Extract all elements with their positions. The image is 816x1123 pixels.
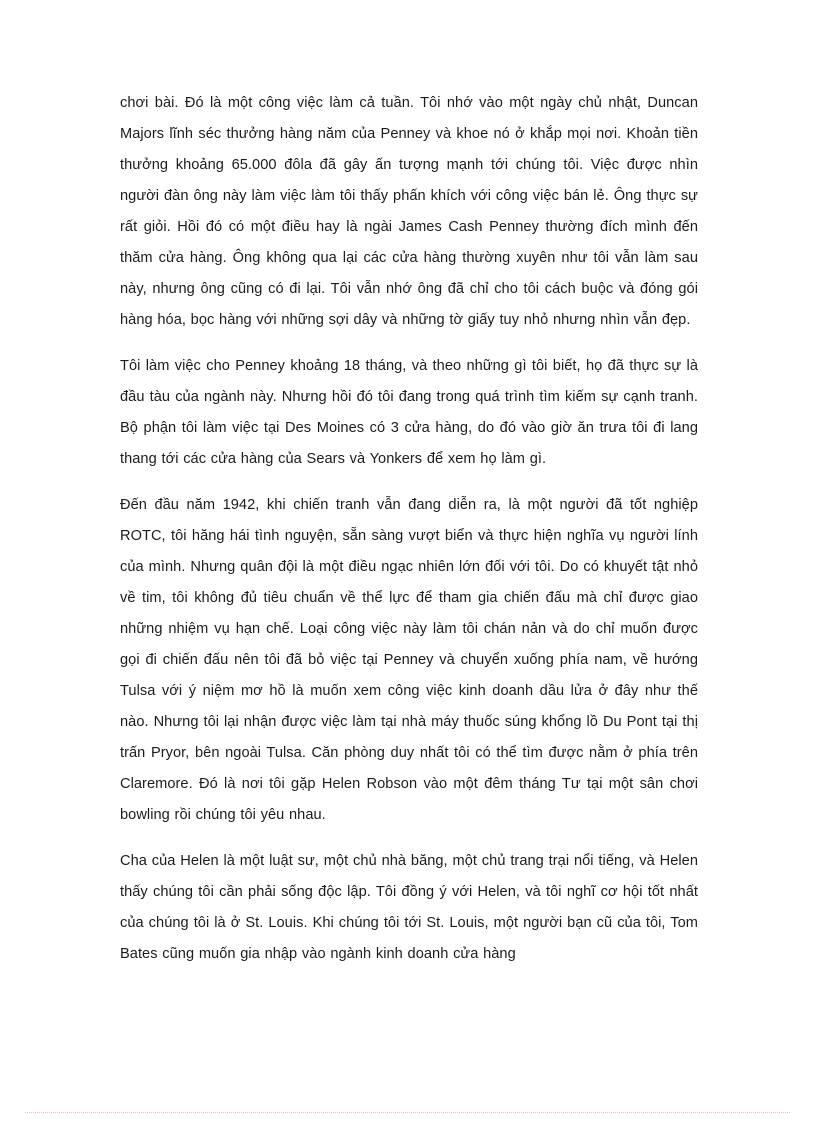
- body-paragraph-1: chơi bài. Đó là một công việc làm cả tuần. Tôi nhớ vào một ngày chủ nhật, Duncan Majors lĩnh séc thưởng hàng năm của Penney và khoe nó ở khắp mọi nơi. Khoản tiền thưởng khoảng 65.000 đôla đã gây ấn tượng mạnh tới chúng tôi. Việc được nhìn người đàn ông này làm việc làm tôi thấy phấn khích với công việc bán lẻ. Ông thực sự rất giỏi. Hồi đó có một điều hay là ngài James Cash Penney thường đích mình đến thăm cửa hàng. Ông không qua lại các cửa hàng thường xuyên như tôi vẫn làm sau này, nhưng ông cũng có đi lại. Tôi vẫn nhớ ông đã chỉ cho tôi cách buộc và đóng gói hàng hóa, bọc hàng với những sợi dây và những tờ giấy tuy nhỏ nhưng nhìn vẫn đẹp.: [120, 95, 698, 328]
- body-paragraph-4: Cha của Helen là một luật sư, một chủ nhà băng, một chủ trang trại nổi tiếng, và Helen thấy chúng tôi cần phải sống độc lập. Tôi đồng ý với Helen, và tôi nghĩ cơ hội tốt nhất của chúng tôi là ở St. Louis. Khi chúng tôi tới St. Louis, một người bạn cũ của tôi, Tom Bates cũng muốn gia nhập vào ngành kinh doanh cửa hàng: [120, 853, 698, 962]
- body-paragraph-2: Tôi làm việc cho Penney khoảng 18 tháng, và theo những gì tôi biết, họ đã thực sự là đầu tàu của ngành này. Nhưng hồi đó tôi đang trong quá trình tìm kiếm sự cạnh tranh. Bộ phận tôi làm việc tại Des Moines có 3 cửa hàng, do đó vào giờ ăn trưa tôi đi lang thang tới các cửa hàng của Sears và Yonkers để xem họ làm gì.: [120, 358, 698, 467]
- text-column: [120, 88, 698, 970]
- footer-divider: [25, 1112, 790, 1114]
- body-paragraph-3: Đến đầu năm 1942, khi chiến tranh vẫn đang diễn ra, là một người đã tốt nghiệp ROTC, tôi hăng hái tình nguyện, sẵn sàng vượt biển và thực hiện nghĩa vụ người lính của mình. Nhưng quân đội là một điều ngạc nhiên lớn đối với tôi. Do có khuyết tật nhỏ về tim, tôi không đủ tiêu chuẩn về thể lực để tham gia chiến đấu mà chỉ được giao những nhiệm vụ hạn chế. Loại công việc này làm tôi chán nản và do chỉ muốn được gọi đi chiến đấu nên tôi đã bỏ việc tại Penney và chuyển xuống phía nam, về hướng Tulsa với ý niệm mơ hồ là muốn xem công việc kinh doanh dầu lửa ở đây như thế nào. Nhưng tôi lại nhận được việc làm tại nhà máy thuốc súng khổng lồ Du Pont tại thị trấn Pryor, bên ngoài Tulsa. Căn phòng duy nhất tôi có thể tìm được nằm ở phía trên Claremore. Đó là nơi tôi gặp Helen Robson vào một đêm tháng Tư tại một sân chơi bowling rồi chúng tôi yêu nhau.: [120, 497, 698, 823]
